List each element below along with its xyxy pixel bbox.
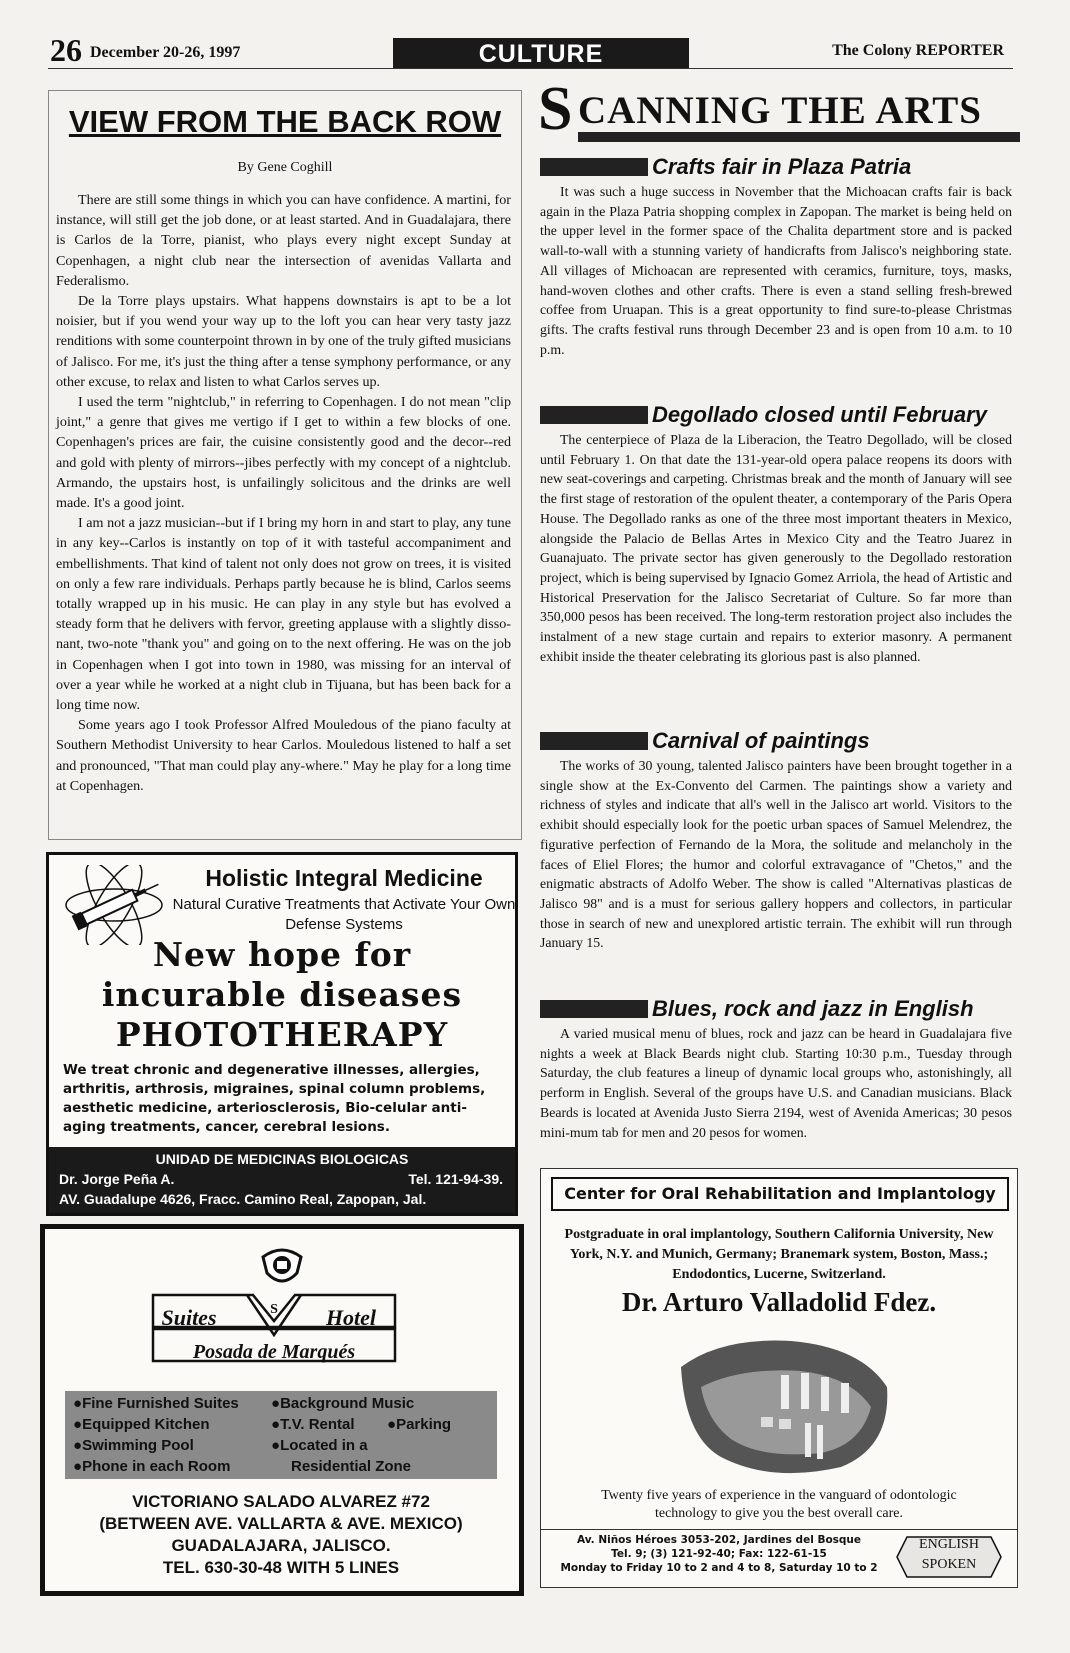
left-article-body [56,190,511,796]
amenity-item: ● T.V. Rental [271,1416,355,1433]
hotel-crest-icon [255,1243,309,1293]
hotel-suites-word: Suites [161,1305,217,1330]
paragraph: I used the term "nightclub," in referring to Copenhagen. I do not mean "clip joint," a genre that gives me vertigo if I get to within a few blocks of one. Copenhagen's prices are fair, the cuisine consistently good and the decor--red and gold with plenty of mirrors--jibes perfectly with my concept of a nightclub. Armando, the upstairs host, is unfailingly solicitous and the drinks are well made. It's a good joint. [56,394,511,512]
ad-contact-bar [49,1147,515,1213]
ad-address [549,1533,889,1575]
amenity-item: ● Background Music [271,1395,414,1412]
amenity-item: ● Parking [387,1416,451,1433]
article-body: A varied musical menu of blues, rock and jazz can be heard in Guadalajara five nights a week at Black Beards night club. Starting 10:30 p.m., Tuesday through Saturday, the club features a lineup of dynamic local groups who, astonishingly, all perform in English. Several of the groups have U.S. and Canadian musicians. Black Beards is located at Avenida Justo Sierra 2194, west of Avenida Americas; 30 pesos mini-mum tab for men and 20 pesos for women. [540,1026,1012,1140]
hotel-ad [40,1224,524,1596]
hotel-address [65,1491,497,1579]
article-headline: Blues, rock and jazz in English [540,996,974,1022]
article-headline: Crafts fair in Plaza Patria [540,154,911,180]
article-body: The works of 30 young, talented Jalisco painters have been brought together in a single show at the Ex-Convento del Carmen. The paintings show a variety and richness of styles and indicate that all's well in the Jalisco art world. Visitors to the exhibit should especially look for the poetic urban spaces of Samuel Melendrez, the figurative perfection of Fernando de la Mora, the solitude and melancholy in the faces of Eliel Flores; the humor and colorful extravagance of "Chetos," and the enigmatic abstracts of Adolfo Weber. The show is called "Alternativas plasticas de Jalisco 98" and is a must for serious gallery hoppers and collectors, in particular those in search of new and unexplored artistic terrain. The exhibit will run through January 15. [540,758,1012,951]
svg-text:S: S [270,1302,278,1317]
amenities-panel [65,1391,497,1479]
article-body: The centerpiece of Plaza de la Liberacion, the Teatro Degollado, will be closed until February 1. On that date the 131-year-old opera palace reopens its doors with new seat-coverings and carpeting. Christmas break and the month of January will see the first stage of restoration of the opulent theater, a contemporary of the Paris Opera House. The Degollado ranks as one of the three most important theaters in Mexico, alongside the Palacio de Bellas Artes in Mexico City and the Teatro Juarez in Guanajuato. The private sector has given generously to the Degollado restoration project, which is being supervised by Ignacio Gomez Arriola, the head of Artistic and Historical Preservation for the Jalisco Secretariat of Culture. So far more than 350,000 pesos has been received. The long-term restoration project also includes the instalment of a new stage curtain and repairs to exterior masonry. A permanent exhibit inside the theater celebrating its glorious past is also planned. [540,432,1012,664]
atom-syringe-icon [59,865,169,945]
article-headline: Carnival of paintings [540,728,870,754]
amenity-item: ● Fine Furnished Suites [73,1395,239,1412]
hotel-name: Posada de Marqués [192,1341,356,1363]
left-article-title: VIEW FROM THE BACK ROW [68,104,502,139]
ad-headline: New hope for incurable diseases [101,935,463,1014]
publication-name: The Colony REPORTER [832,42,1004,59]
ad-unit-name: UNIDAD DE MEDICINAS BIOLOGICAS [155,1151,409,1167]
scanning-title: CANNING THE ARTS [578,89,983,132]
scanning-title-initial: S [538,75,573,143]
hotel-address-line: TEL. 630-30-48 WITH 5 LINES [162,1558,400,1577]
hotel-address-line: GUADALAJARA, JALISCO. [171,1536,391,1555]
hotel-address-line: VICTORIANO SALADO ALVAREZ #72 [132,1492,430,1511]
ad-doctor: Dr. Jorge Peña A. [59,1171,175,1187]
amenity-item: ● Located in a [271,1437,368,1454]
amenity-item-continued: Residential Zone [291,1458,412,1475]
header-rule [48,68,1013,69]
ad-doctor: Dr. Arturo Valladolid Fdez. [621,1287,937,1317]
left-article-byline: By Gene Coghill [237,160,333,175]
dental-ad [540,1168,1018,1588]
article-headline: Degollado closed until February [540,402,987,428]
ad-address-line: Tel. 9; (3) 121-92-40; Fax: 122-61-15 [611,1548,827,1560]
ad-phone: Tel. 121-94-39. [408,1171,503,1187]
ad-address: AV. Guadalupe 4626, Fracc. Camino Real, Zapopan, Jal. [59,1191,427,1207]
hotel-hotel-word: Hotel [325,1305,377,1330]
amenity-item: ● Phone in each Room [73,1458,230,1475]
ad-title: Holistic Integral Medicine [205,865,483,891]
scanning-title-bar [578,132,1020,142]
ad-title: Center for Oral Rehabilitation and Implantology [551,1177,1009,1211]
ad-phototherapy: PHOTOTHERAPY [115,1015,449,1054]
issue-date: December 20-26, 1997 [90,44,241,61]
ad-credentials: Postgraduate in oral implantology, Southern California University, New York, N.Y. and Munich, Germany; Branemark system, Boston, Mass.; Endodontics, Lucerne, Switzerland. [564,1227,994,1282]
amenity-item: ● Equipped Kitchen [73,1416,210,1433]
ad-experience: Twenty five years of experience in the vanguard of odontologic technology to give you the best overall care. [601,1488,957,1521]
article-body: It was such a huge success in November that the Michoacan crafts fair is back again in the Plaza Patria shopping complex in Zapopan. The market is being held on the upper level in the former space of the Chalita department store and is packed wall-to-wall with a stunning variety of handicrafts from Jalisco's neighboring state. All villages of Michoacan are represented with ceramics, furniture, toys, masks, hand-woven clothes and other crafts. There is even a stand selling fresh-brewed coffee from Uruapan. This is a great opportunity to find sure-to-please Christmas gifts. The crafts festival runs through December 23 and is open from 10 a.m. to 10 p.m. [540,184,1012,357]
amenity-item: ● Swimming Pool [73,1437,194,1454]
ad-treatments: We treat chronic and degenerative illnesses, allergies, arthritis, arthrosis, migraines, spinal column problems, aesthetic medicine, arteriosclerosis, Bio-celular anti-aging treatments, cancer, cerebral lesions. [63,1062,486,1135]
paragraph: De la Torre plays upstairs. What happens downstairs is apt to be a lot noisier, but if you wend your way up to the loft you can hear very tasty jazz renditions with some counterpoint thrown in by one of the truly gifted musicians of Jalisco. For me, it's just the thing after a tense symphony performance, or any other excuse, to relax and listen to what Carlos serves up. [56,293,511,390]
holistic-medicine-ad [46,852,518,1216]
ad-address-line: Monday to Friday 10 to 2 and 4 to 8, Saturday 10 to 2 [560,1562,878,1574]
section-label: CULTURE [393,38,689,68]
ad-divider [541,1529,1017,1530]
paragraph: There are still some things in which you can have confidence. A martini, for instance, will still get the job done, or at least started. And in Guadalajara, there is Carlos de la Torre, pianist, who plays every night except Sunday at Copenhagen, a night club near the intersection of avenidas Vallarta and Federalismo. [56,192,511,289]
paragraph: I am not a jazz musician--but if I bring my horn in and start to play, any tune in any key--Carlos is instantly on top of it with tasteful accompaniment and embellishments. That kind of talent not only does not grow on trees, it is visited on only a few rare individuals. Perhaps partly because he is blind, Carlos seems totally wrapped up in his music. He can play in any style but has evolved a steady form that he delivers with fervor, greeting applause with a slightly disso-nant, two-note "thank you" and going on to the next offering. He was on the job in Copenhagen when I got into town in 1980, was missing for an interval of over a year while he worked at a night club in Tijuana, but has been back for a long time now. [56,515,511,714]
english-spoken-badge: ENGLISH SPOKEN [919,1537,979,1572]
hotel-address-line: (BETWEEN AVE. VALLARTA & AVE. MEXICO) [99,1514,463,1533]
paragraph: Some years ago I took Professor Alfred Mouledous of the piano faculty at Southern Methodist University to hear Carlos. Mouledous listened to half a set and pronounced, "That man could play any-where." May he play for a long time at Copenhagen. [56,717,511,794]
ad-address-line: Av. Niños Héroes 3053-202, Jardines del Bosque [576,1534,862,1546]
page-number: 26 [50,32,82,68]
ad-subtitle: Natural Curative Treatments that Activate Your Own Defense Systems [172,896,516,933]
jaw-implant-icon [661,1327,901,1487]
